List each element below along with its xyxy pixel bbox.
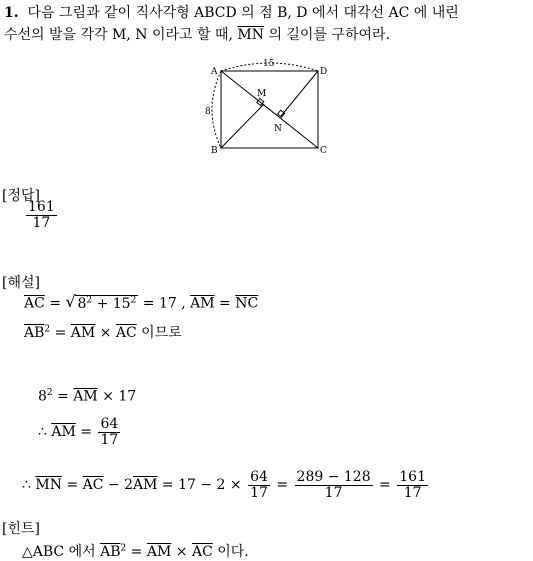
- seg-am-3: $\overline{AM}$: [73, 388, 98, 405]
- answer-heading: [정답]: [2, 188, 40, 204]
- segment-mn: $\overline{MN}$: [237, 27, 264, 43]
- seg-am-2: $\overline{AM}$: [70, 325, 96, 341]
- frac-64b-den: 17: [250, 484, 268, 501]
- solution-eq-4: ∴ $\overline{AM}$ = $\frac{64}{17}$: [38, 416, 119, 448]
- frac-289-den: 17: [295, 485, 373, 501]
- hint-sup: 2: [120, 543, 127, 554]
- problem-number: 1.: [4, 5, 19, 21]
- frac-64-den: 17: [100, 431, 119, 448]
- seg-ac-2: $\overline{AC}$: [115, 325, 137, 341]
- eq-1-end: = 17 ,: [142, 295, 186, 312]
- frac-64-17-b: [248, 470, 270, 500]
- problem-text-2b: 의 길이를 구하여라.: [268, 27, 390, 43]
- frac-64-17: [98, 417, 120, 447]
- sup-2b: 2: [130, 295, 137, 305]
- seg-mn: $\overline{MN}$: [35, 477, 62, 494]
- answer-fraction: [26, 200, 57, 230]
- seg-am: $\overline{AM}$: [190, 295, 215, 312]
- eq-3-rhs: × 17: [102, 388, 137, 405]
- eq-3-lhs: 8: [38, 388, 47, 405]
- label-d: D: [320, 67, 328, 77]
- seg-ac: $\overline{AC}$: [24, 295, 45, 312]
- label-c: C: [320, 146, 327, 156]
- therefore-2: ∴: [22, 477, 31, 494]
- frac-64b-num: 64: [250, 469, 268, 485]
- label-b: B: [211, 146, 218, 156]
- label-a: A: [211, 67, 218, 77]
- hint-triangle: △ABC 에서: [22, 544, 96, 560]
- eq-5-mid: = 17 − 2 ×: [161, 477, 242, 494]
- times-1: ×: [99, 325, 112, 341]
- frac-161-num: 161: [399, 469, 426, 485]
- problem-text-2a: 수선의 발을 각각 M, N 이라고 할 때,: [4, 27, 233, 43]
- label-n: N: [274, 124, 282, 134]
- answer-value: [24, 200, 59, 230]
- hint-seg-am: $\overline{AM}$: [146, 544, 172, 560]
- sqrt-expression: √ $8^2 + 15^2$: [65, 292, 137, 312]
- hint-seg-ac: $\overline{AC}$: [191, 544, 213, 560]
- answer-numerator: 161: [28, 199, 55, 215]
- problem-text-1: 다음 그림과 같이 직사각형 ABCD 의 점 B, D 에서 대각선 AC 에 내린: [27, 5, 459, 21]
- frac-161-17: [397, 470, 428, 500]
- dotted-arc-left: [212, 71, 221, 148]
- sup-ab: 2: [44, 324, 51, 335]
- label-top-length: 15: [263, 59, 275, 69]
- solution-eq-3: $8^2 = \overline{AM} \times 17$: [38, 388, 137, 405]
- frac-289-17: [295, 470, 373, 500]
- frac-161-den: 17: [397, 485, 428, 501]
- minus-2: − 2: [107, 477, 133, 494]
- seg-nc: $\overline{NC}$: [235, 295, 259, 312]
- label-left-length: 8: [205, 107, 211, 117]
- answer-denominator: 17: [26, 215, 57, 231]
- frac-289-num: 289 − 128: [296, 469, 371, 485]
- seg-am-5: $\overline{AM}$: [132, 477, 158, 494]
- solution-eq-2: $\overline{AB}^2 = \overline{AM} \times \overline{AC}$ 이므로: [24, 324, 182, 341]
- perpendicular-dn: [281, 71, 318, 116]
- perpendicular-bm: [221, 104, 264, 148]
- eq-2-tail: 이므로: [141, 325, 182, 341]
- sqrt-8: 8: [77, 295, 87, 312]
- hint-seg-ab: $\overline{AB}$: [100, 544, 121, 560]
- hint-line: △ABC 에서 $\overline{AB}^2 = \overline{AM} \times \overline{AC}$ 이다.: [22, 543, 249, 560]
- seg-ac-3: $\overline{AC}$: [82, 477, 104, 494]
- sqrt-15: + 15: [92, 295, 131, 312]
- seg-am-4: $\overline{AM}$: [51, 424, 76, 441]
- hint-heading: [힌트]: [2, 521, 40, 537]
- solution-eq-5: ∴ $\overline{MN} = \overline{AC} - 2\overline{AM} = 17 - 2$ × $\frac{64}{17}$ = $\frac{289 - 128}{17}$ = $\frac{161}{17}$: [22, 469, 426, 501]
- eq-1-mid: =: [49, 295, 66, 312]
- seg-ab: $\overline{AB}$: [24, 325, 45, 341]
- sup-2a: 2: [86, 295, 93, 305]
- diagonal-ac: [221, 71, 318, 148]
- hint-times: ×: [175, 544, 188, 560]
- therefore-1: ∴: [38, 424, 47, 441]
- hint-tail: 이다.: [217, 544, 249, 560]
- solution-heading: [해설]: [2, 275, 40, 291]
- frac-64-num: 64: [100, 416, 119, 432]
- sup-eq3: 2: [46, 388, 53, 398]
- label-m: M: [257, 89, 267, 99]
- solution-eq-1: $\overline{AC}$ = √ $8^2 + 15^2 = 17$ , $\overline{AM} = \overline{NC}$: [24, 292, 259, 312]
